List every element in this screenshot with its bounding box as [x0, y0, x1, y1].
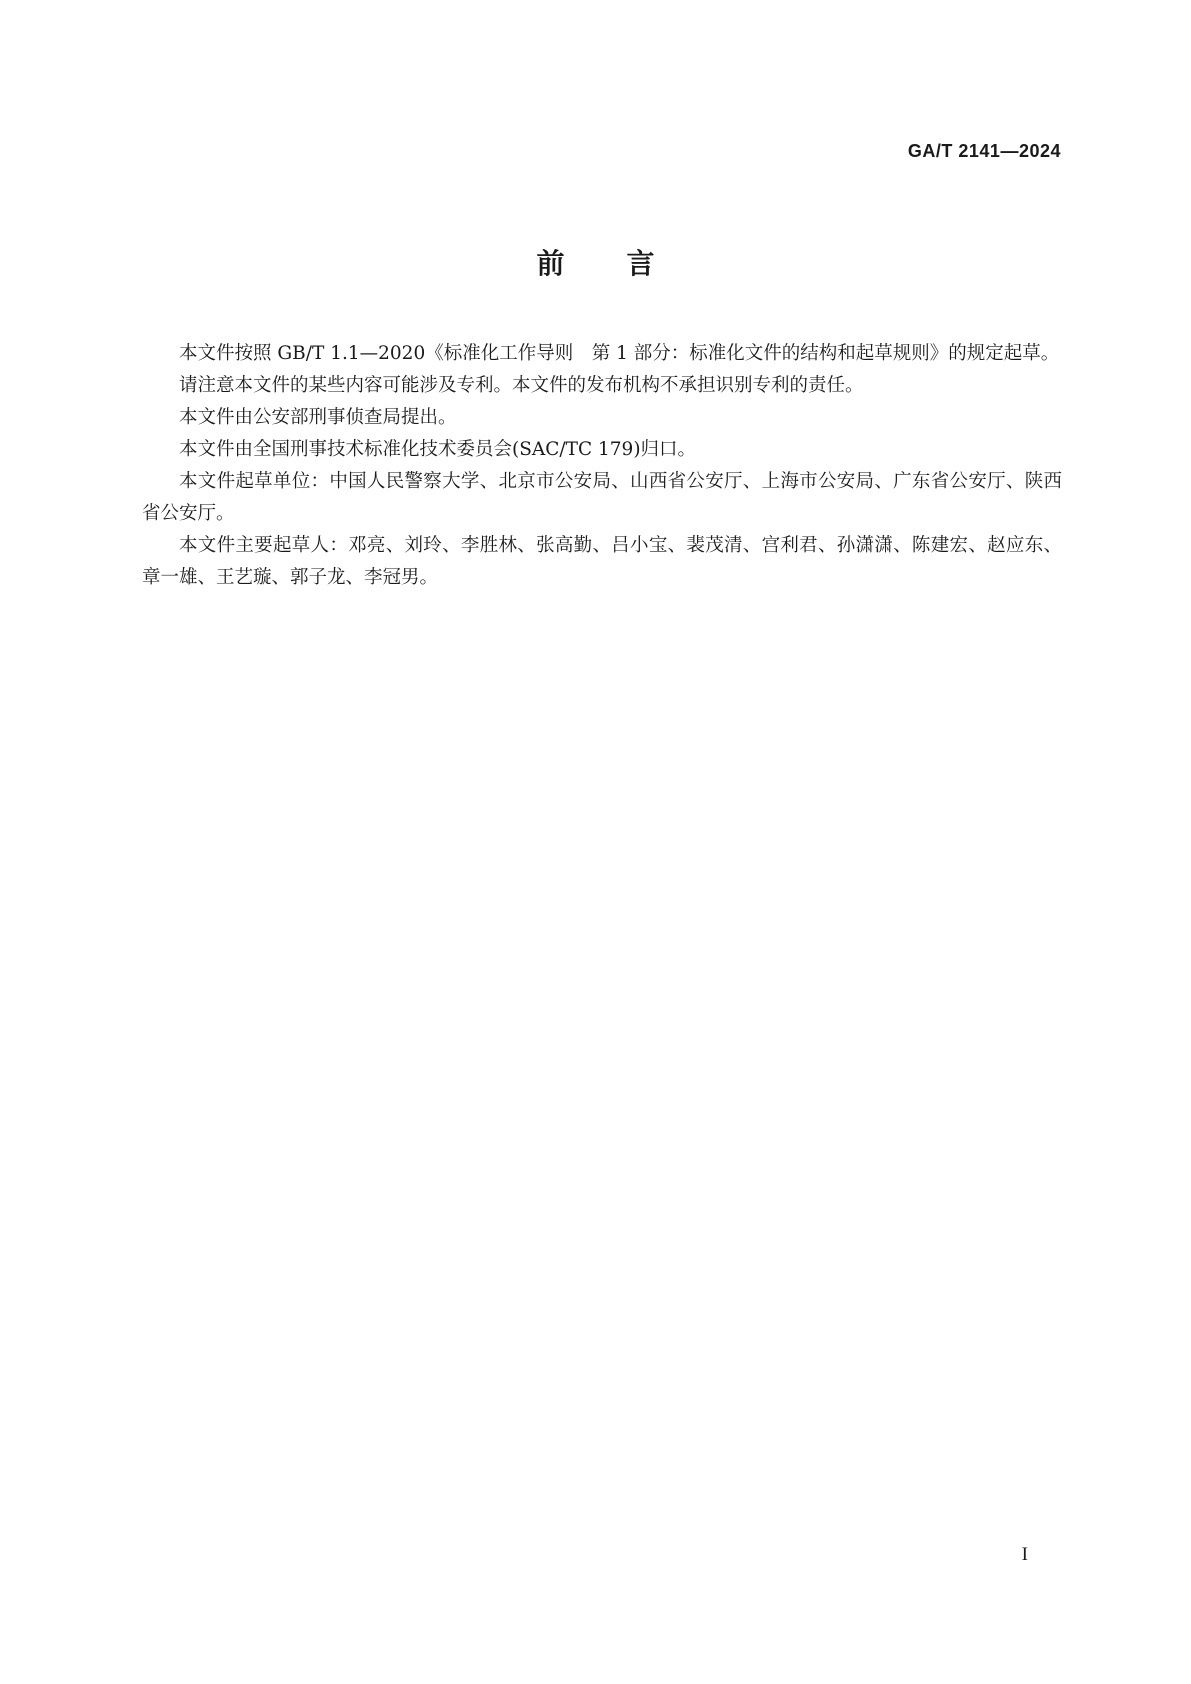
- standard-code: GA/T 2141—2024: [907, 141, 1061, 161]
- page-title: 前言: [536, 247, 717, 280]
- paragraph-drafting-rules: 本文件按照 GB/T 1.1—2020《标准化工作导则 第 1 部分：标准化文件的结构和起草规则》的规定起草。: [179, 343, 1060, 364]
- page-number: I: [1021, 1544, 1028, 1565]
- paragraph-centralized-management: 本文件由全国刑事技术标准化技术委员会(SAC/TC 179)归口。: [179, 439, 697, 460]
- paragraph-main-drafters: 本文件主要起草人：邓亮、刘玲、李胜林、张高勤、吕小宝、裴茂清、宫利君、孙潇潇、陈建宏、赵应东、章一雄、王艺璇、郭子龙、李冠男。: [142, 535, 1062, 588]
- paragraph-proposer: 本文件由公安部刑事侦查局提出。: [179, 407, 457, 428]
- foreword-body: [142, 338, 1062, 594]
- paragraph-drafting-units: 本文件起草单位：中国人民警察大学、北京市公安局、山西省公安厅、上海市公安局、广东省公安厅、陕西省公安厅。: [142, 471, 1062, 524]
- paragraph-patent-notice: 请注意本文件的某些内容可能涉及专利。本文件的发布机构不承担识别专利的责任。: [179, 375, 864, 396]
